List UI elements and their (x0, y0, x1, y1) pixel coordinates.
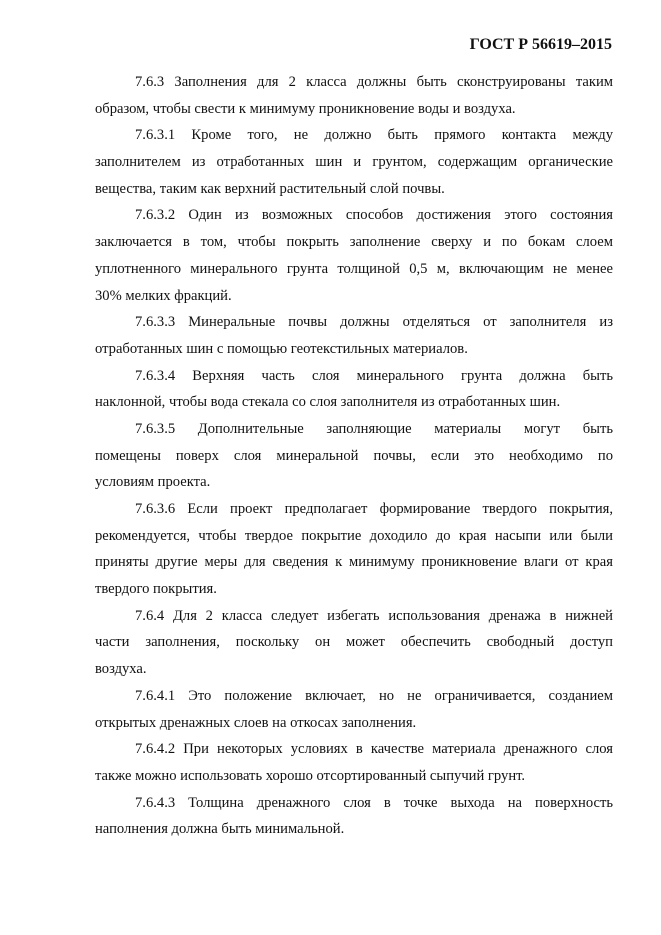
text-line: 7.6.4.2 При некоторых условиях в качестве материала дренажного слоя (135, 741, 613, 758)
paragraph (95, 363, 613, 416)
text-line: части заполнения, поскольку он может обеспечить свободный доступ (95, 634, 613, 651)
paragraph (95, 736, 613, 789)
text-line: 7.6.3.4 Верхняя часть слоя минерального грунта должна быть (135, 367, 613, 384)
text-line: 7.6.4.1 Это положение включает, но не ограничивается, созданием (135, 687, 613, 704)
text-line: вещества, таким как верхний растительный слой почвы. (95, 180, 445, 197)
text-line: 30% мелких фракций. (95, 287, 232, 304)
text-line: образом, чтобы свести к минимуму проникновение воды и воздуха. (95, 100, 516, 117)
document-body (95, 69, 613, 843)
text-line: 7.6.4 Для 2 класса следует избегать использования дренажа в нижней (135, 607, 613, 624)
paragraph (95, 309, 613, 362)
paragraph (95, 416, 613, 496)
text-line: также можно использовать хорошо отсортированный сыпучий грунт. (95, 767, 526, 784)
text-line: 7.6.3.1 Кроме того, не должно быть прямого контакта между (135, 127, 613, 144)
text-line: наклонной, чтобы вода стекала со слоя заполнителя из отработанных шин. (95, 394, 561, 411)
paragraph (95, 122, 613, 202)
paragraph (95, 683, 613, 736)
text-line: открытых дренажных слоев на откосах заполнения. (95, 714, 417, 731)
text-line: 7.6.3 Заполнения для 2 класса должны быть сконструированы таким (135, 74, 613, 90)
text-line: приняты другие меры для сведения к минимуму проникновение влаги от края (95, 554, 613, 571)
text-line: 7.6.3.3 Минеральные почвы должны отделяться от заполнителя из (135, 314, 613, 331)
text-line: рекомендуется, чтобы твердое покрытие доходило до края насыпи или были (95, 527, 613, 544)
text-line: условиям проекта. (95, 474, 211, 491)
text-line: 7.6.3.6 Если проект предполагает формирование твердого покрытия, (135, 501, 613, 517)
text-line: помещены поверх слоя минеральной почвы, если это необходимо по (95, 447, 613, 464)
paragraph (95, 603, 613, 683)
text-line: наполнения должна быть минимальной. (95, 821, 345, 838)
paragraph (95, 202, 613, 309)
text-line: 7.6.3.5 Дополнительные заполняющие материалы могут быть (135, 420, 613, 437)
text-line: воздуха. (95, 661, 147, 678)
paragraph (95, 69, 613, 122)
paragraph (95, 496, 613, 603)
text-line: 7.6.4.3 Толщина дренажного слоя в точке выхода на поверхность (135, 794, 613, 811)
text-line: 7.6.3.2 Один из возможных способов достижения этого состояния (135, 207, 613, 224)
text-line: уплотненного минерального грунта толщиной 0,5 м, включающим не менее (95, 260, 613, 277)
text-line: заключается в том, чтобы покрыть заполнение сверху и по бокам слоем (95, 234, 613, 251)
paragraph (95, 790, 613, 843)
text-line: заполнителем из отработанных шин и грунтом, содержащим органические (95, 154, 613, 171)
document-header: ГОСТ Р 56619–2015 (469, 36, 612, 53)
text-line: твердого покрытия. (95, 581, 217, 598)
text-line: отработанных шин с помощью геотекстильных материалов. (95, 340, 468, 357)
